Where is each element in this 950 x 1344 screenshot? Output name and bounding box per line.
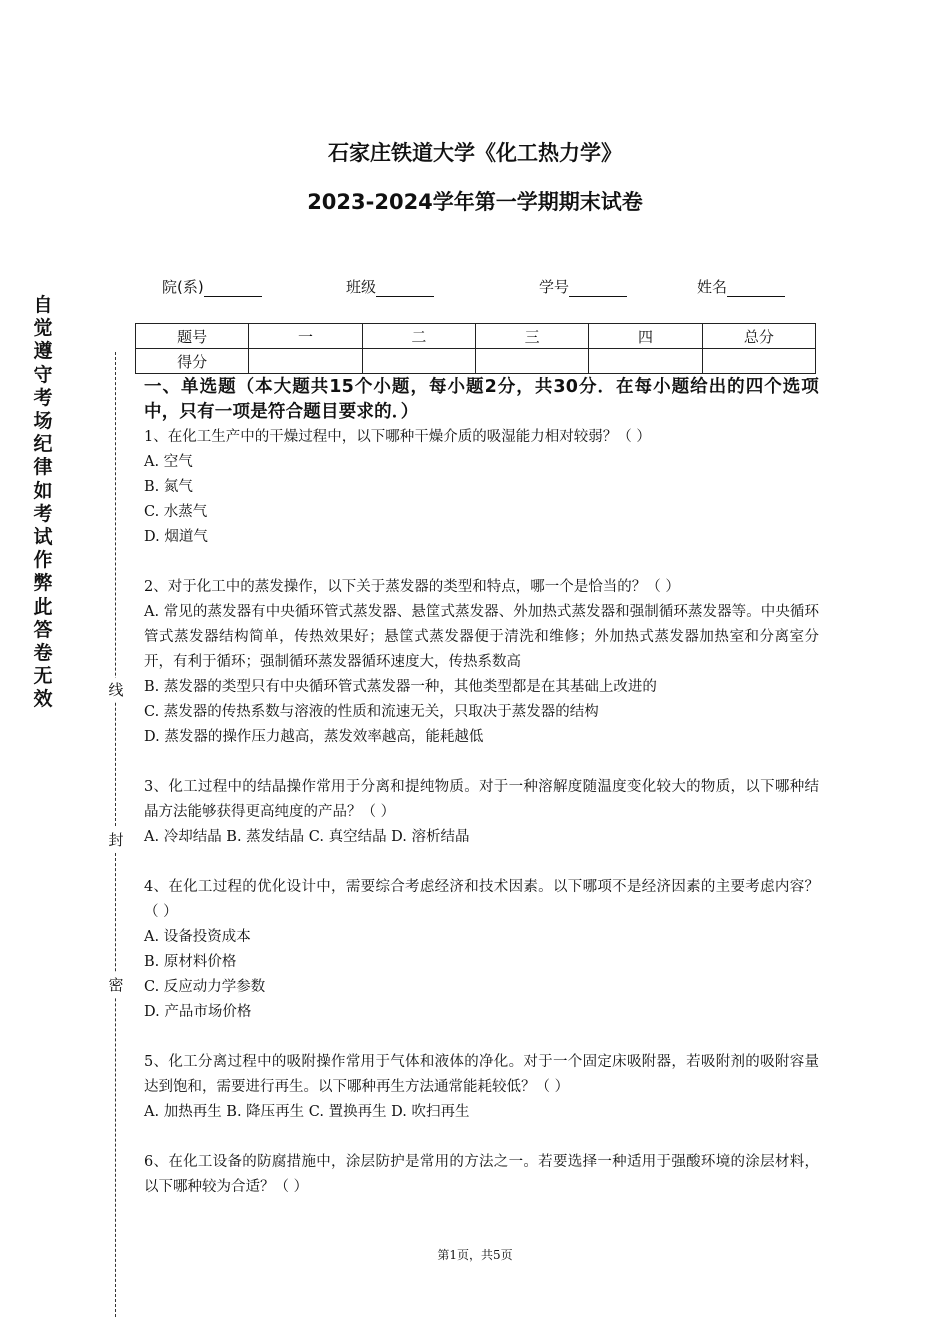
side-note [28,294,58,712]
side-note-char: 效 [33,688,53,711]
score-table [135,323,816,374]
option: B. 原材料价格 [144,954,237,970]
side-note-char: 无 [33,665,53,688]
options-inline: A. 冷却结晶 B. 蒸发结晶 C. 真空结晶 D. 溶析结晶 [144,829,470,845]
score-table-score-row [136,349,816,374]
page-footer: 第1页，共5页 [437,1248,513,1262]
id-label: 学号 [539,278,570,296]
option: A. 常见的蒸发器有中央循环管式蒸发器、悬筐式蒸发器、外加热式蒸发器和强制循环蒸发器等。中央循环管式蒸发器结构简单，传热效果好；悬筐式蒸发器便于清洗和维修；外加热式蒸发器加热室和分离室分开，有利于循环；强制循环蒸发器循环速度大，传热系数高 [144,604,819,670]
score-cell [589,349,702,374]
score-cell [362,349,475,374]
side-note-char: 律 [33,456,53,479]
side-note-char: 如 [33,479,53,502]
options-inline: A. 加热再生 B. 降压再生 C. 置换再生 D. 吹扫再生 [144,1104,470,1120]
score-header-cell: 二 [362,324,475,349]
side-note-char: 觉 [33,317,53,340]
side-note-char: 答 [33,618,53,641]
dept-label: 院(系) [162,278,204,296]
score-cell [249,349,362,374]
side-note-char: 弊 [33,572,53,595]
option: B. 氮气 [144,479,193,495]
score-cell [475,349,588,374]
question-6: 6、在化工设备的防腐措施中，涂层防护是常用的方法之一。若要选择一种适用于强酸环境的涂层材料，以下哪种较为合适？（ ） [144,1154,819,1195]
name-blank [727,280,785,297]
option: D. 产品市场价格 [144,1004,252,1020]
name-field [697,276,785,297]
option: D. 蒸发器的操作压力越高，蒸发效率越高，能耗越低 [144,729,484,745]
option: C. 反应动力学参数 [144,979,266,995]
id-blank [569,280,627,297]
side-note-char: 遵 [33,340,53,363]
section-heading: 一、单选题（本大题共15个小题，每小题2分，共30分．在每小题给出的四个选项中，只有一项是符合题目要求的．） [144,377,819,422]
side-note-char: 自 [33,294,53,316]
score-header-cell: 一 [249,324,362,349]
question-3: 3、化工过程中的结晶操作常用于分离和提纯物质。对于一种溶解度随温度变化较大的物质，以下哪种结晶方法能够获得更高纯度的产品？（ ） [144,779,819,820]
question-4: 4、在化工过程的优化设计中，需要综合考虑经济和技术因素。以下哪项不是经济因素的主要考虑内容？（ ） [144,879,819,920]
option: A. 设备投资成本 [144,929,251,945]
option: C. 水蒸气 [144,504,208,520]
score-header-cell: 四 [589,324,702,349]
side-note-char: 此 [33,595,53,618]
side-note-char: 考 [33,502,53,525]
exam-content [144,375,819,1200]
exam-title: 石家庄铁道大学《化工热力学》 [328,141,622,165]
question-2: 2、对于化工中的蒸发操作，以下关于蒸发器的类型和特点，哪一个是恰当的？（ ） [144,579,680,595]
cut-mark-seal: 封 [106,828,126,852]
side-note-char: 场 [33,410,53,433]
option: A. 空气 [144,454,193,470]
side-note-char: 考 [33,386,53,409]
score-table-header-row [136,324,816,349]
score-row-label: 得分 [136,349,249,374]
exam-subtitle: 2023-2024学年第一学期期末试卷 [307,190,643,214]
cut-mark-line: 线 [106,678,126,702]
side-note-char: 卷 [33,642,53,665]
side-note-char: 守 [33,363,53,386]
class-label: 班级 [346,278,377,296]
score-cell [702,349,815,374]
dept-blank [204,280,262,297]
side-note-char: 试 [33,526,53,549]
cut-mark-secret: 密 [106,973,126,997]
dept-field [162,276,262,297]
question-5: 5、化工分离过程中的吸附操作常用于气体和液体的净化。对于一个固定床吸附器，若吸附剂的吸附容量达到饱和，需要进行再生。以下哪种再生方法通常能耗较低？（ ） [144,1054,819,1095]
question-1: 1、在化工生产中的干燥过程中，以下哪种干燥介质的吸湿能力相对较弱？（ ） [144,429,651,445]
score-header-cell: 题号 [136,324,249,349]
name-label: 姓名 [697,278,728,296]
class-field [346,276,434,297]
score-header-cell: 总分 [702,324,815,349]
score-header-cell: 三 [475,324,588,349]
option: C. 蒸发器的传热系数与溶液的性质和流速无关，只取决于蒸发器的结构 [144,704,599,720]
option: B. 蒸发器的类型只有中央循环管式蒸发器一种，其他类型都是在其基础上改进的 [144,679,657,695]
option: D. 烟道气 [144,529,208,545]
side-note-char: 纪 [33,433,53,456]
side-note-char: 作 [33,549,53,572]
id-field [539,276,627,297]
class-blank [376,280,434,297]
